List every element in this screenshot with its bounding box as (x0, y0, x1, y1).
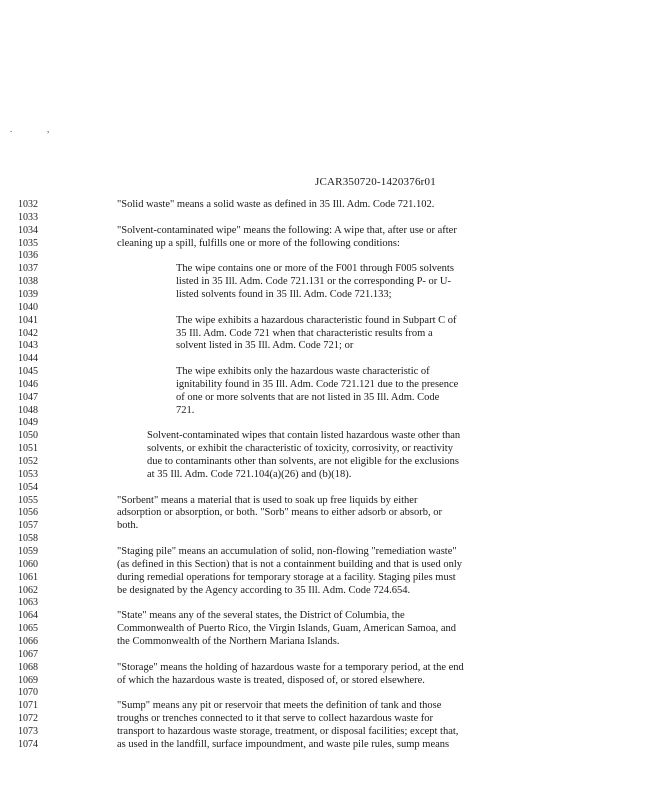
line-text: adsorption or absorption, or both. "Sorb" means to either adsorb or absorb, or (117, 507, 442, 519)
line-number: 1034 (18, 224, 38, 236)
line-number: 1053 (18, 468, 38, 480)
line-number: 1068 (18, 661, 38, 673)
scan-mark: , (47, 124, 50, 134)
text-line (0, 699, 671, 712)
line-text: ignitability found in 35 Ill. Adm. Code 721.121 due to the presence (176, 378, 459, 390)
line-number: 1063 (18, 597, 38, 609)
line-number: 1070 (18, 687, 38, 699)
document-header-code: JCAR350720-1420376r01 (315, 176, 436, 188)
text-line (0, 558, 671, 571)
line-number: 1051 (18, 443, 38, 455)
text-line (0, 622, 671, 635)
line-number: 1048 (18, 404, 38, 416)
line-number: 1056 (18, 507, 38, 519)
line-number: 1032 (18, 199, 38, 210)
line-number: 1061 (18, 571, 38, 583)
line-text: Commonwealth of Puerto Rico, the Virgin Islands, Guam, American Samoa, and (117, 623, 457, 634)
line-number: 1033 (18, 211, 38, 223)
text-line (0, 352, 671, 365)
text-line (0, 648, 671, 661)
text-line (0, 738, 671, 751)
line-text: the Commonwealth of the Northern Mariana Islands. (117, 635, 340, 647)
line-text: "State" means any of the several states, the District of Columbia, the (117, 610, 405, 622)
text-line (0, 494, 671, 507)
line-text: during remedial operations for temporary storage at a facility. Staging piles must (117, 571, 456, 583)
line-text: listed solvents found in 35 Ill. Adm. Code 721.133; (176, 288, 392, 300)
line-number: 1049 (18, 417, 38, 429)
text-line (0, 275, 671, 288)
line-text: cleaning up a spill, fulfills one or more of the following conditions: (117, 237, 400, 249)
text-line (0, 429, 671, 442)
text-line (0, 571, 671, 584)
text-line (0, 545, 671, 558)
line-text: The wipe exhibits only the hazardous waste characteristic of (176, 366, 430, 377)
text-line (0, 211, 671, 224)
line-number: 1035 (18, 237, 38, 249)
line-text: be designated by the Agency according to 35 Ill. Adm. Code 724.654. (117, 584, 411, 596)
text-line (0, 506, 671, 519)
line-number: 1039 (18, 288, 38, 300)
text-line (0, 481, 671, 494)
line-text: "Sorbent" means a material that is used to soak up free liquids by either (117, 494, 418, 506)
text-line (0, 416, 671, 429)
line-text: "Staging pile" means an accumulation of solid, non-flowing "remediation waste" (117, 546, 457, 557)
line-number: 1058 (18, 533, 38, 545)
line-text: Solvent-contaminated wipes that contain listed hazardous waste other than (147, 430, 461, 442)
text-line (0, 596, 671, 609)
line-text: listed in 35 Ill. Adm. Code 721.131 or the corresponding P- or U- (176, 276, 452, 288)
text-line (0, 198, 671, 211)
text-line (0, 442, 671, 455)
text-line (0, 301, 671, 314)
line-number: 1047 (18, 391, 38, 403)
text-line (0, 519, 671, 532)
text-line (0, 391, 671, 404)
text-line (0, 327, 671, 340)
text-line (0, 532, 671, 545)
text-line (0, 237, 671, 250)
line-text: of one or more solvents that are not listed in 35 Ill. Adm. Code (176, 391, 440, 403)
line-number: 1054 (18, 481, 38, 493)
line-text: solvents, or exhibit the characteristic of toxicity, corrosivity, or reactivity (147, 443, 453, 455)
line-number: 1046 (18, 378, 38, 390)
line-number: 1071 (18, 700, 38, 712)
line-text: "Solid waste" means a solid waste as defined in 35 Ill. Adm. Code 721.102. (117, 199, 435, 210)
line-text: The wipe exhibits a hazardous characteristic found in Subpart C of (176, 314, 457, 326)
scan-mark: . (10, 124, 13, 134)
text-line (0, 725, 671, 738)
line-text: at 35 Ill. Adm. Code 721.104(a)(26) and (b)(18). (147, 468, 352, 480)
text-line (0, 468, 671, 481)
text-line (0, 378, 671, 391)
text-line (0, 404, 671, 417)
line-number: 1069 (18, 674, 38, 686)
line-number: 1060 (18, 558, 38, 570)
text-line (0, 365, 671, 378)
line-text: both. (117, 520, 139, 532)
line-text: of which the hazardous waste is treated, disposed of, or stored elsewhere. (117, 674, 425, 686)
text-line (0, 262, 671, 275)
line-number: 1065 (18, 623, 38, 634)
line-number: 1042 (18, 327, 38, 339)
line-text: due to contaminants other than solvents, are not eligible for the exclusions (147, 456, 460, 467)
line-number: 1062 (18, 584, 38, 596)
line-number: 1067 (18, 648, 38, 660)
line-text: solvent listed in 35 Ill. Adm. Code 721; or (176, 340, 354, 352)
line-number: 1055 (18, 494, 38, 506)
line-text: The wipe contains one or more of the F001 through F005 solvents (176, 263, 454, 275)
line-number: 1066 (18, 635, 38, 647)
line-number: 1057 (18, 520, 38, 532)
line-text: (as defined in this Section) that is not a containment building and that is used only (117, 558, 462, 570)
text-line (0, 609, 671, 622)
line-number: 1045 (18, 366, 38, 377)
line-text: "Storage" means the holding of hazardous waste for a temporary period, at the end (117, 661, 464, 673)
line-number: 1059 (18, 546, 38, 557)
text-line (0, 288, 671, 301)
text-line (0, 686, 671, 699)
text-line (0, 455, 671, 468)
line-text: transport to hazardous waste storage, treatment, or disposal facilities; except that, (117, 725, 459, 737)
line-text: as used in the landfill, surface impoundment, and waste pile rules, sump means (117, 738, 450, 750)
line-number: 1064 (18, 610, 38, 622)
line-number: 1050 (18, 430, 38, 442)
line-number: 1041 (18, 314, 38, 326)
line-number: 1073 (18, 725, 38, 737)
line-number: 1036 (18, 250, 38, 262)
line-number: 1043 (18, 340, 38, 352)
line-text: 35 Ill. Adm. Code 721 when that characteristic results from a (176, 327, 433, 339)
line-number: 1052 (18, 456, 38, 467)
line-number: 1044 (18, 353, 38, 365)
line-number: 1038 (18, 276, 38, 288)
text-line (0, 314, 671, 327)
text-line (0, 674, 671, 687)
line-text: "Solvent-contaminated wipe" means the following: A wipe that, after use or after (117, 224, 457, 236)
text-line (0, 339, 671, 352)
line-number: 1074 (18, 738, 38, 750)
text-line (0, 661, 671, 674)
text-line (0, 712, 671, 725)
line-text: "Sump" means any pit or reservoir that meets the definition of tank and those (117, 700, 442, 712)
line-number: 1072 (18, 713, 38, 724)
text-line (0, 249, 671, 262)
text-line (0, 635, 671, 648)
line-number: 1040 (18, 301, 38, 313)
text-line (0, 224, 671, 237)
line-text: troughs or trenches connected to it that serve to collect hazardous waste for (117, 713, 434, 724)
text-line (0, 584, 671, 597)
line-text: 721. (176, 404, 195, 416)
line-number: 1037 (18, 263, 38, 275)
